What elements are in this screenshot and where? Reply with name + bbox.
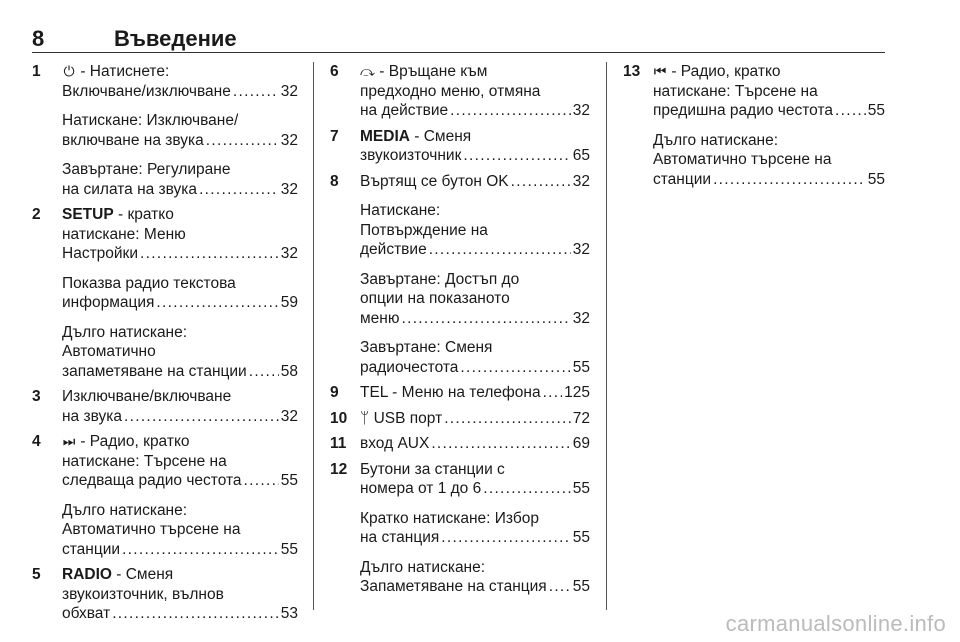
subentry-text: Автоматично	[62, 343, 156, 360]
dot-leader	[249, 362, 279, 382]
dot-leader	[429, 240, 571, 260]
toc-leader-line	[653, 170, 885, 190]
leader-text: следваща радио честота	[62, 472, 242, 489]
dot-leader	[140, 244, 279, 264]
toc-leader-line	[360, 240, 590, 260]
leader-text: информация	[62, 294, 155, 311]
toc-leader-line	[360, 146, 590, 166]
leader-text: действие	[360, 241, 427, 258]
item-number: 9	[330, 384, 339, 401]
toc-leader-line	[62, 604, 298, 624]
page-ref: 55	[280, 540, 298, 558]
next-track-icon: ⏭	[62, 433, 76, 449]
leader-text: на действие	[360, 102, 449, 119]
leader-text: запаметяване на станции	[62, 362, 247, 380]
toc-leader-line	[62, 131, 298, 151]
toc-leader-line	[360, 172, 590, 192]
item-number: 5	[32, 566, 41, 583]
toc-subentry	[62, 160, 298, 199]
toc-leader-line	[360, 101, 590, 121]
dot-leader	[206, 131, 279, 151]
item-number: 3	[32, 388, 41, 405]
entry-head	[360, 62, 590, 101]
entry-text: - Радио, кратко	[80, 433, 190, 450]
subentry-text: Дълго натискане:	[360, 558, 486, 576]
dot-leader	[444, 409, 571, 429]
page-ref: 55	[280, 472, 298, 489]
dot-leader	[122, 540, 279, 560]
toc-entry	[330, 172, 590, 378]
keyword: SETUP	[62, 206, 114, 223]
toc-subentry	[62, 274, 298, 313]
item-number: 1	[32, 63, 41, 80]
leader-text: Въртящ се бутон OK	[360, 172, 509, 190]
dot-leader	[401, 309, 570, 329]
page-ref: 55	[572, 480, 590, 497]
page-ref: 58	[280, 362, 298, 380]
toc-entry	[330, 127, 590, 166]
entry-head	[62, 565, 298, 604]
toc-leader-line	[62, 180, 298, 200]
entry-text: - Радио, кратко	[671, 63, 781, 80]
entry-text: - Натиснете:	[80, 63, 170, 80]
toc-subentry	[360, 509, 590, 548]
item-number: 6	[330, 63, 339, 80]
subentry-text: опции на показаното	[360, 290, 510, 307]
column-3	[623, 62, 885, 189]
page-ref: 32	[280, 245, 298, 262]
toc-entry	[32, 205, 298, 381]
entry-text: звукоизточник, вълнов	[62, 585, 224, 603]
keyword: MEDIA	[360, 127, 410, 145]
watermark: carmanualsonline.info	[725, 611, 946, 636]
leader-text: Настройки	[62, 245, 139, 262]
back-arrow-icon: ⤼	[360, 63, 375, 79]
dot-leader	[511, 172, 571, 192]
leader-text: вход AUX	[360, 435, 430, 452]
subentry-text: Завъртане: Сменя	[360, 339, 493, 356]
entry-head	[62, 62, 298, 82]
toc-entry	[330, 62, 590, 121]
entry-text: натискане: Търсене на	[653, 82, 818, 100]
page-ref: 125	[564, 384, 590, 401]
leader-text: включване на звука	[62, 131, 204, 149]
entry-head	[62, 387, 298, 407]
dot-leader	[124, 407, 279, 427]
entry-head	[62, 432, 298, 471]
leader-text: станции	[62, 540, 121, 558]
toc-subentry	[360, 201, 590, 260]
entry-text: Изключване/включване	[62, 388, 232, 405]
page-ref: 32	[280, 82, 298, 100]
entry-head	[360, 460, 590, 480]
toc-leader-line	[653, 101, 885, 121]
dot-leader	[460, 358, 570, 378]
header-rule	[32, 52, 885, 53]
page-ref: 72	[572, 409, 590, 427]
page-number: 8	[32, 26, 45, 51]
toc-leader-line	[360, 434, 590, 454]
leader-text: номера от 1 до 6	[360, 480, 482, 497]
toc-subentry	[62, 111, 298, 150]
entry-text: - Връщане към	[379, 63, 488, 80]
leader-text: на звука	[62, 407, 122, 425]
toc-entry	[330, 383, 590, 403]
toc-subentry	[360, 558, 590, 597]
entry-text: - кратко	[113, 206, 174, 223]
toc-entry	[330, 409, 590, 429]
leader-text: ᛘ USB порт	[360, 409, 443, 427]
toc-leader-line	[360, 383, 590, 403]
previous-track-icon: ⏮	[653, 63, 667, 79]
entry-text: Бутони за станции с	[360, 460, 505, 478]
page-ref: 53	[280, 605, 298, 622]
toc-entry	[623, 62, 885, 189]
toc-entry	[32, 432, 298, 559]
item-number: 8	[330, 172, 339, 190]
subentry-text: Дълго натискане:	[653, 131, 779, 149]
toc-entry	[32, 387, 298, 426]
page-ref: 32	[572, 309, 590, 327]
page-ref: 32	[572, 172, 590, 190]
page-ref: 65	[572, 147, 590, 164]
leader-text: станции	[653, 170, 712, 188]
column-1	[32, 62, 298, 624]
subentry-text: Завъртане: Достъп до	[360, 270, 520, 288]
toc-leader-line	[360, 309, 590, 329]
page-ref: 32	[572, 102, 590, 119]
page-ref: 55	[867, 102, 885, 119]
leader-text: Включване/изключване	[62, 82, 231, 100]
dot-leader	[450, 101, 571, 121]
dot-leader	[713, 170, 866, 190]
entry-head	[360, 127, 590, 147]
toc-entry	[32, 62, 298, 199]
toc-leader-line	[360, 479, 590, 499]
page-ref: 55	[867, 170, 885, 188]
toc-subentry	[360, 338, 590, 377]
leader-text: на станция	[360, 529, 440, 546]
item-number: 4	[32, 433, 41, 450]
toc-leader-line	[360, 528, 590, 548]
page-ref: 32	[280, 407, 298, 425]
power-icon: ⏻	[63, 63, 75, 79]
entry-text: - Сменя	[409, 127, 472, 145]
subentry-text: Автоматично търсене на	[653, 151, 832, 168]
dot-leader	[835, 101, 866, 121]
page-ref: 55	[572, 578, 590, 595]
leader-text: звукоизточник	[360, 147, 462, 164]
item-number: 2	[32, 206, 41, 223]
entry-head	[62, 205, 298, 244]
entry-text: натискане: Меню	[62, 225, 186, 243]
page-ref: 59	[280, 294, 298, 311]
item-number: 10	[330, 409, 348, 427]
item-number: 7	[330, 127, 339, 145]
leader-text: меню	[360, 309, 400, 327]
toc-entry	[330, 460, 590, 597]
dot-leader	[112, 604, 279, 624]
subentry-text: Показва радио текстова	[62, 274, 236, 292]
entry-text: предходно меню, отмяна	[360, 82, 541, 100]
dot-leader	[156, 293, 278, 313]
toc-entry	[330, 434, 590, 454]
page-title: Въведение	[114, 26, 237, 51]
leader-text: на силата на звука	[62, 180, 198, 198]
dot-leader	[431, 434, 570, 454]
dot-leader	[549, 577, 571, 597]
toc-leader-line	[360, 358, 590, 378]
leader-text: TEL - Меню на телефона	[360, 384, 541, 401]
subentry-text: Кратко натискане: Избор	[360, 509, 539, 527]
toc-leader-line	[62, 82, 298, 102]
entry-text: - Сменя	[111, 566, 174, 583]
column-divider-1	[313, 62, 314, 610]
toc-leader-line	[62, 407, 298, 427]
column-2	[330, 62, 590, 597]
dot-leader	[233, 82, 279, 102]
toc-leader-line	[62, 293, 298, 313]
toc-subentry	[360, 270, 590, 329]
toc-subentry	[653, 131, 885, 190]
item-number: 12	[330, 460, 348, 478]
subentry-text: Натискане: Изключване/	[62, 112, 239, 129]
subentry-text: Дълго натискане:	[62, 501, 188, 519]
dot-leader	[463, 146, 570, 166]
keyword: RADIO	[62, 566, 112, 583]
page-ref: 55	[572, 358, 590, 376]
dot-leader	[199, 180, 279, 200]
dot-leader	[543, 383, 563, 403]
toc-leader-line	[62, 471, 298, 491]
subentry-text: Дълго натискане:	[62, 323, 188, 341]
entry-head	[653, 62, 885, 101]
toc-subentry	[62, 323, 298, 382]
dot-leader	[483, 479, 571, 499]
item-number: 11	[330, 435, 347, 452]
subentry-text: Натискане:	[360, 202, 441, 219]
subentry-text: Автоматично търсене на	[62, 521, 241, 538]
page-ref: 32	[280, 131, 298, 149]
dot-leader	[441, 528, 570, 548]
leader-text: предишна радио честота	[653, 102, 833, 119]
page-ref: 32	[280, 180, 298, 198]
page-ref: 32	[572, 241, 590, 258]
dot-leader	[244, 471, 279, 491]
subentry-text: Потвърждение на	[360, 221, 488, 239]
entry-text: натискане: Търсене на	[62, 452, 227, 470]
toc-leader-line	[62, 362, 298, 382]
page-ref: 55	[572, 529, 590, 546]
toc-leader-line	[360, 409, 590, 429]
leader-text: радиочестота	[360, 358, 459, 376]
item-number: 13	[623, 63, 641, 80]
toc-leader-line	[62, 244, 298, 264]
toc-entry	[32, 565, 298, 624]
toc-leader-line	[360, 577, 590, 597]
column-divider-2	[606, 62, 607, 610]
leader-text: Запаметяване на станция	[360, 578, 547, 595]
page-ref: 69	[572, 435, 590, 452]
toc-subentry	[62, 501, 298, 560]
subentry-text: Завъртане: Регулиране	[62, 161, 231, 178]
leader-text: обхват	[62, 605, 111, 622]
toc-leader-line	[62, 540, 298, 560]
